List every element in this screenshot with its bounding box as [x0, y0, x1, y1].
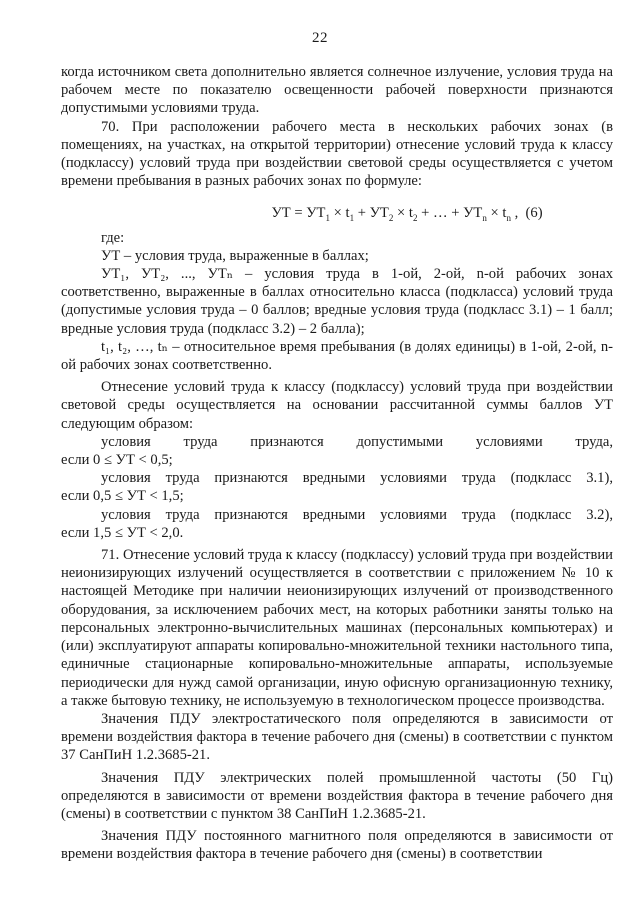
condition-harmful-3-1: условия труда признаются вредными условиями труда (подкласс 3.1), если 0,5 ≤ УТ < 1,5; — [61, 470, 613, 505]
condition-harmful-3-2: условия труда признаются вредными условиями труда (подкласс 3.2), если 1,5 ≤ УТ < 2,0. — [61, 506, 613, 541]
condition-permissible: условия труда признаются допустимыми условиями труда, если 0 ≤ УТ < 0,5; — [61, 433, 613, 469]
paragraph-70: 70. При расположении рабочего места в нескольких рабочих зонах (в помещениях, на участках, на открытой территории) отнесение условий труда к классу (подклассу) условий труда при воздействии световой среды осуществляется с учетом времени пребывания в разных рабочих зонах по формуле: — [61, 118, 613, 190]
definition-ut-zones: УТ₁, УТ₂, ..., УТₙ – условия труда в 1-ой, 2-ой, n-ой рабочих зонах соответственно, выраженные в баллах относительно класса (подкласса) условий труда (допустимые условия труда – 0 баллов; вредные условия труда (подкласс 3.1) – 1 балл; вредные условия труда (подкласс 3.2) – 2 балла); — [61, 266, 613, 337]
page-number: 22 — [312, 30, 328, 46]
where-label: где: — [101, 229, 125, 246]
paragraph-continuation: когда источником света дополнительно является солнечное излучение, условия труда на рабочем месте по показателю освещенности рабочей поверхности признаются допустимыми условиями труда. — [61, 64, 613, 117]
formula-number: (6) — [525, 205, 543, 222]
paragraph-71: 71. Отнесение условий труда к классу (подклассу) условий труда при воздействии неионизирующих излучений осуществляется в соответствии с приложением № 10 к настоящей Методике при наличии неионизирующих излучений от производственного оборудования, за исключением рабочих мест, на которых работники заняты только на персональных электронно-вычислительных машинах (персональных компьютерах) и (или) эксплуатируют аппараты копировально-множительной техники настольного типа, единичные стационарные копировально-множительные аппараты, используемые периодически для нужд самой организации, иную офисную организационную технику, а также бытовую технику, не используемую в технологическом процессе производства. — [61, 547, 613, 709]
definition-t-zones: t₁, t₂, …, tₙ – относительное время пребывания (в долях единицы) в 1-ой, 2-ой, n-ой рабочих зонах соответственно. — [61, 338, 613, 374]
paragraph-pdu-magnetic: Значения ПДУ постоянного магнитного поля определяются в зависимости от времени воздействия фактора в течение рабочего дня (смены) в соответствии — [61, 828, 613, 863]
paragraph-pdu-electrostatic: Значения ПДУ электростатического поля определяются в зависимости от времени воздействия фактора в течение рабочего дня (смены) в соответствии с пунктом 37 СанПиН 1.2.3685-21. — [61, 710, 613, 764]
formula-6: УТ = $УТ_1 \times t_1 + УТ_2 \times t_2$ + … + $УТ_n \times t_n$ , (6) — [271, 205, 543, 224]
paragraph-pdu-power-frequency: Значения ПДУ электрических полей промышленной частоты (50 Гц) определяются в зависимости от времени воздействия фактора в течение рабочего дня (смены) в соответствии с пунктом 38 СанПиН 1.2.3685-21. — [61, 769, 613, 822]
paragraph-assignment: Отнесение условий труда к классу (подклассу) условий труда при воздействии световой среды осуществляется на основании рассчитанной суммы баллов УТ следующим образом: — [61, 379, 613, 432]
definition-ut: УТ – условия труда, выраженные в баллах; — [101, 247, 369, 264]
document-body — [61, 63, 613, 864]
